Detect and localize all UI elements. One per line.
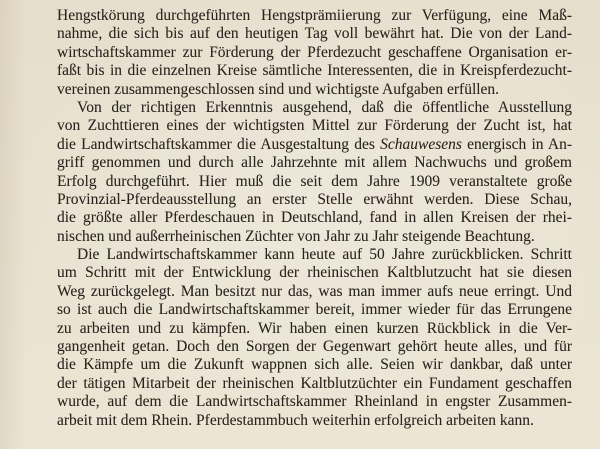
- text-line: zu arbeiten und zu kämpfen. Wir haben einen kurzen Rückblick in die Ver-: [57, 319, 572, 337]
- text-line: so ist auch die Landwirtschaftskammer bereit, immer wieder für das Errungene: [57, 301, 572, 319]
- emphasized-word: Schauwesens: [380, 135, 462, 153]
- text-line: der tätigen Mitarbeit der rheinischen Kaltblutzüchter ein Fundament geschaffen: [57, 374, 572, 392]
- text-line: die Kämpfe um die Zukunft wappnen sich alle. Seien wir dankbar, daß unter: [57, 356, 572, 374]
- paragraph-1: [57, 7, 572, 99]
- text-line: die größte aller Pferdeschauen in Deutschland, fand in allen Kreisen der rhei-: [57, 209, 572, 227]
- text-line: Weg zurückgelegt. Man besitzt nur das, was man immer aufs neue erringt. Und: [57, 282, 572, 300]
- text-line: nischen und außerrheinischen Züchter von Jahr zu Jahr steigende Beachtung.: [57, 227, 535, 245]
- text-segment: energisch in An-: [461, 135, 572, 153]
- text-line: wirtschaftskammer zur Förderung der Pferdezucht geschaffene Organisation er-: [57, 43, 572, 61]
- paragraph-2: [57, 99, 572, 246]
- text-line: nahme, die sich bis auf den heutigen Tag voll bewährt hat. Die von der Land-: [57, 25, 572, 43]
- text-line: arbeit mit dem Rhein. Pferdestammbuch weiterhin erfolgreich arbeiten kann.: [57, 411, 534, 429]
- text-line: Provinzial-Pferdeausstellung an erster Stelle erwähnt werden. Diese Schau,: [57, 190, 572, 208]
- text-line: vereinen zusammengeschlossen sind und wichtigste Aufgaben erfüllen.: [57, 80, 500, 98]
- paragraph-3: [57, 246, 572, 430]
- text-line: Hengstkörung durchgeführten Hengstprämiierung zur Verfügung, eine Maß-: [57, 7, 572, 24]
- text-segment: die Landwirtschaftskammer die Ausgestaltung des: [57, 135, 381, 153]
- text-line: Von der richtigen Erkenntnis ausgehend, daß die öffentliche Ausstellung: [77, 98, 572, 116]
- body-text: [57, 7, 572, 430]
- text-line: um Schritt mit der Entwicklung der rheinischen Kaltblutzucht hat sie diesen: [57, 264, 572, 282]
- text-line: Die Landwirtschaftskammer kann heute auf 50 Jahre zurückblicken. Schritt: [77, 246, 572, 264]
- text-line: [57, 136, 572, 154]
- text-line: wurde, auf dem die Landwirtschaftskammer Rheinland in engster Zusammen-: [57, 393, 572, 411]
- text-line: Erfolg durchgeführt. Hier muß die seit dem Jahre 1909 veranstaltete große: [57, 172, 572, 190]
- text-line: faßt bis in die einzelnen Kreise sämtliche Interessenten, die in Kreispferdezucht-: [57, 62, 572, 80]
- text-line: gangenheit getan. Doch den Sorgen der Gegenwart gehört heute alles, und für: [57, 338, 572, 356]
- text-line: von Zuchttieren eines der wichtigsten Mittel zur Förderung der Zucht ist, hat: [57, 117, 572, 135]
- text-line: griff genommen und durch alle Jahrzehnte mit allem Nachwuchs und großem: [57, 154, 572, 172]
